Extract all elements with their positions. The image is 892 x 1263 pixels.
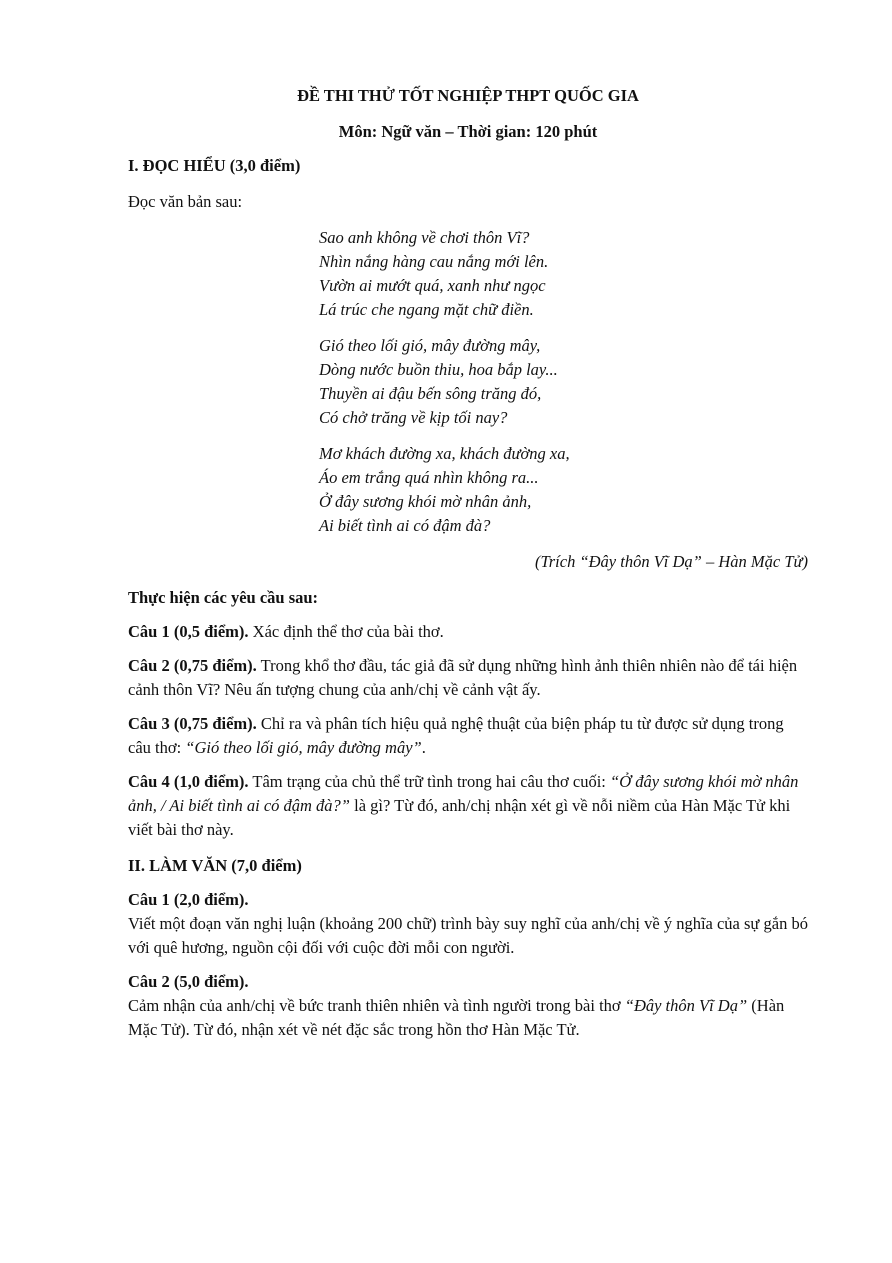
- essay-text: Cảm nhận của anh/chị về bức tranh thiên nhiên và tình người trong bài thơ: [128, 996, 625, 1015]
- poem-line: Ở đây sương khói mờ nhân ảnh,: [319, 492, 532, 511]
- question-text: Trong khổ thơ đầu, tác giả đã sử dụng những hình ảnh thiên nhiên nào để tái hiện cảnh thôn Vĩ? Nêu ấn tượng chung của anh/chị về cảnh vật ấy.: [128, 656, 798, 699]
- question-text-after: .: [421, 738, 426, 757]
- poem-source: (Trích “Đây thôn Vĩ Dạ” – Hàn Mặc Tử): [535, 552, 808, 571]
- exam-title: ĐỀ THI THỬ TỐT NGHIỆP THPT QUỐC GIA: [297, 86, 639, 105]
- reading-intro: Đọc văn bản sau:: [128, 192, 243, 211]
- poem-line: Dòng nước buồn thiu, hoa bắp lay...: [319, 360, 558, 379]
- essay-question-2: [128, 970, 808, 1042]
- poem-line: Sao anh không về chơi thôn Vĩ?: [319, 228, 530, 247]
- poem-line: Thuyền ai đậu bến sông trăng đó,: [319, 384, 542, 403]
- poem-line: Gió theo lối gió, mây đường mây,: [319, 336, 541, 355]
- poem-stanza-2: [319, 334, 808, 430]
- question-text: Chỉ ra và phân tích hiệu quả nghệ thuật của biện pháp tu từ được sử dụng trong câu thơ:: [128, 714, 784, 757]
- essay-label: Câu 2 (5,0 điểm).: [128, 972, 249, 991]
- essay-text-after: (Hàn Mặc Tử). Từ đó, nhận xét về nét đặc sắc trong hồn thơ Hàn Mặc Tử.: [128, 996, 785, 1039]
- exam-page: [128, 82, 808, 1042]
- question-4: [128, 770, 808, 842]
- question-text: Tâm trạng của chủ thể trữ tình trong hai câu thơ cuối:: [248, 772, 611, 791]
- poem-line: Có chở trăng về kịp tối nay?: [319, 408, 508, 427]
- question-quote: “Ở đây sương khói mờ nhân ảnh, / Ai biết tình ai có đậm đà?”: [128, 772, 799, 815]
- question-1: [128, 620, 808, 644]
- question-text-after: là gì? Từ đó, anh/chị nhận xét gì về nỗi niềm của Hàn Mặc Tử khi viết bài thơ này.: [128, 796, 791, 839]
- poem-line: Nhìn nắng hàng cau nắng mới lên.: [319, 252, 549, 271]
- essay-quote: “Đây thôn Vĩ Dạ”: [624, 996, 748, 1015]
- question-text: Xác định thể thơ của bài thơ.: [248, 622, 444, 641]
- question-label: Câu 4 (1,0 điểm).: [128, 772, 249, 791]
- poem: [319, 226, 808, 538]
- question-2: [128, 654, 808, 702]
- question-label: Câu 1 (0,5 điểm).: [128, 622, 249, 641]
- essay-question-1: [128, 888, 808, 960]
- poem-line: Vườn ai mướt quá, xanh như ngọc: [319, 276, 546, 295]
- essay-text: Viết một đoạn văn nghị luận (khoảng 200 chữ) trình bày suy nghĩ của anh/chị về ý nghĩa của sự gắn bó với quê hương, nguồn cội đối với cuộc đời mỗi con người.: [128, 914, 808, 957]
- poem-line: Ai biết tình ai có đậm đà?: [319, 516, 491, 535]
- question-label: Câu 2 (0,75 điểm).: [128, 656, 257, 675]
- tasks-heading: Thực hiện các yêu cầu sau:: [128, 588, 319, 607]
- poem-stanza-1: [319, 226, 808, 322]
- question-3: [128, 712, 808, 760]
- exam-subtitle: Môn: Ngữ văn – Thời gian: 120 phút: [338, 122, 598, 141]
- essay-label: Câu 1 (2,0 điểm).: [128, 890, 249, 909]
- poem-stanza-3: [319, 442, 808, 538]
- section-writing-heading: II. LÀM VĂN (7,0 điểm): [128, 856, 302, 875]
- question-label: Câu 3 (0,75 điểm).: [128, 714, 257, 733]
- poem-line: Lá trúc che ngang mặt chữ điền.: [319, 300, 534, 319]
- poem-line: Mơ khách đường xa, khách đường xa,: [319, 444, 570, 463]
- question-quote: “Gió theo lối gió, mây đường mây”: [185, 738, 422, 757]
- section-reading-heading: I. ĐỌC HIỂU (3,0 điểm): [128, 156, 301, 175]
- poem-line: Áo em trắng quá nhìn không ra...: [319, 468, 539, 487]
